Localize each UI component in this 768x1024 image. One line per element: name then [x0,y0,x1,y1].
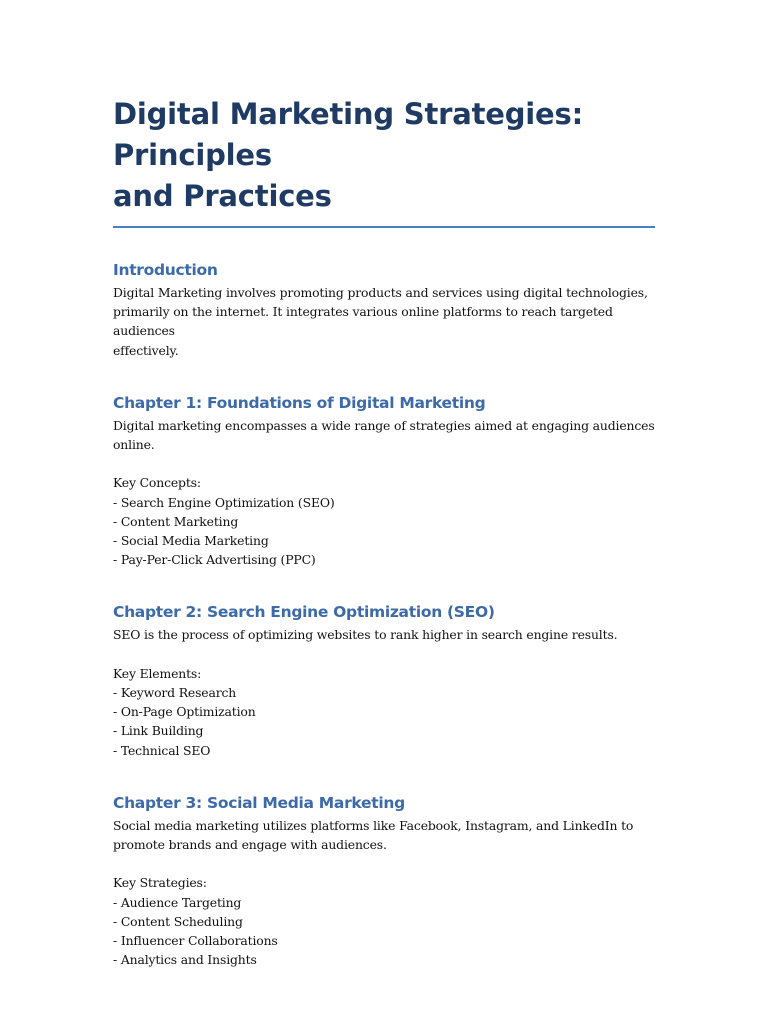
list-item: - Search Engine Optimization (SEO) [113,494,335,510]
blank-line [113,454,655,473]
list-label: Key Concepts: [113,475,201,491]
document-title-line-2: and Practices [113,179,332,213]
blank-line [113,645,655,664]
section-body: Social media marketing utilizes platforms like Facebook, Instagram, and LinkedIn to promote brands and engage with audiences. [113,817,634,853]
list-item: - Technical SEO [113,742,211,758]
list-item: - Audience Targeting [113,894,242,910]
document-page [113,94,655,969]
section-chapter-1 [113,393,655,570]
list-item: - Pay-Per-Click Advertising (PPC) [113,552,316,568]
section-chapter-2 [113,602,655,759]
section-body: Digital Marketing involves promoting products and services using digital technologies, primarily on the internet. It integrates various online platforms to reach targeted audiences effectively. [113,285,648,358]
list-item: - Keyword Research [113,685,237,701]
list-label: Key Strategies: [113,875,207,891]
list-item: - Content Scheduling [113,913,243,929]
key-list [113,683,655,760]
section-body: SEO is the process of optimizing websites to rank higher in search engine results. [113,627,618,643]
blank-line [113,854,655,873]
section-heading: Chapter 1: Foundations of Digital Marketing [113,393,486,412]
key-list [113,893,655,970]
document-title-line-1: Digital Marketing Strategies: Principles [113,97,583,172]
list-item: - Influencer Collaborations [113,933,278,949]
section-heading: Introduction [113,261,218,279]
list-item: - Analytics and Insights [113,952,257,968]
list-label: Key Elements: [113,665,202,681]
section-introduction [113,260,655,360]
key-list [113,493,655,570]
list-item: - On-Page Optimization [113,704,256,720]
section-heading: Chapter 2: Search Engine Optimization (SEO) [113,603,495,622]
section-chapter-3 [113,793,655,970]
list-item: - Content Marketing [113,513,239,529]
section-body: Digital marketing encompasses a wide range of strategies aimed at engaging audiences online. [113,417,655,453]
document-title [113,94,655,228]
list-item: - Link Building [113,723,204,739]
list-item: - Social Media Marketing [113,533,269,549]
section-heading: Chapter 3: Social Media Marketing [113,793,405,812]
